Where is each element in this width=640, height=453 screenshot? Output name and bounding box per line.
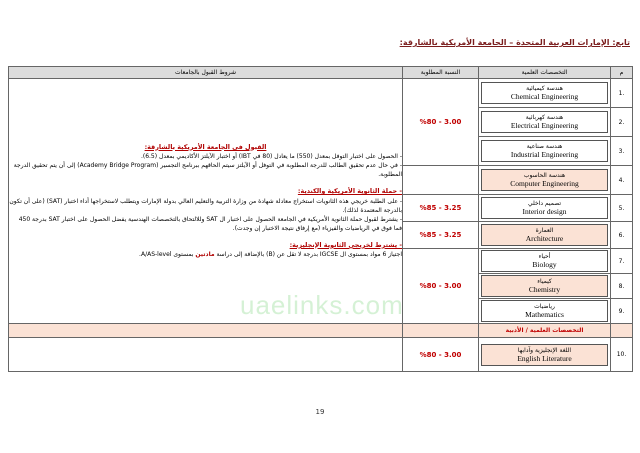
page-number: 19	[315, 408, 325, 416]
header-number: م	[611, 67, 633, 79]
specialization-chemistry: كيمياء Chemistry	[481, 275, 608, 297]
percentage-value: %80 - 3.00	[419, 350, 462, 359]
condition-toefl: - الحصول على اختبار التوفل بمعدل (550) ما يعادل (80 في IBT) أو اختبار الآيلتز الأكاديمي بمعدل (6.5).	[140, 153, 402, 161]
percentage-value: %80 - 3.00	[419, 282, 462, 290]
table-row	[9, 338, 633, 372]
specialization-biology: أحياء Biology	[481, 250, 608, 272]
row-number: .7	[611, 249, 633, 274]
row-number: .1	[611, 79, 633, 108]
table-header-row	[9, 67, 633, 79]
row-number: .8	[611, 274, 633, 299]
percentage-value: %85 - 3.25	[419, 204, 462, 212]
condition-bridge-program: - في حال عدم تحقيق الطالب للدرجة المطلوبة في التوفل أو الآيلتز سيتم الحاقهم ببرنامج التجسير (Academy Bridge Program) إلى أن يتم تحقيق الدرجة المطلوبة.	[13, 162, 402, 179]
percentage-cell-group1	[403, 79, 479, 166]
watermark: uaelinks.com	[240, 290, 404, 320]
row-number: .4	[611, 166, 633, 195]
condition-sat: - يشترط لقبول حملة الثانوية الأمريكية في الجامعة الحصول على اختبار ال SAT وللالتحاق بالتخصصات الهندسية يفضل الحصول على اختبار SAT بدرجة 450 فما فوق في الرياضيات والفيزياء (مع إرفاق نتيجة الاختبار إن وجدت).	[18, 215, 402, 232]
percentage-cell-group2	[403, 195, 479, 222]
percentage-cell-empty	[403, 166, 479, 195]
admission-table	[8, 66, 633, 372]
percentage-cell-group5	[403, 338, 479, 372]
subheader-label: التخصصات العلمية / الأدبية	[479, 324, 611, 338]
row-number: .5	[611, 195, 633, 222]
row-number: .6	[611, 222, 633, 249]
percentage-value: %80 - 3.00	[419, 118, 462, 126]
specialization-english-literature: اللغة الإنجليزية وآدابها English Literature	[481, 344, 608, 366]
row-number: .10	[611, 338, 633, 372]
specialization-computer-engineering: هندسة الحاسوب Computer Engineering	[481, 169, 608, 191]
condition-igcse: اجتياز 6 مواد بمستوى ال IGCSE بدرجة لا تقل عن (B) بالإضافة إلى دراسة مادتين بمستوى A/AS-level.	[139, 251, 402, 259]
subheader-row	[9, 324, 633, 338]
specialization-chemical-engineering: هندسة كيميائية Chemical Engineering	[481, 82, 608, 104]
percentage-value: %85 - 3.25	[419, 231, 462, 239]
specialization-electrical-engineering: هندسة كهربائية Electrical Engineering	[481, 111, 608, 133]
page-title: تابع: الإمارات العربية المتحدة – الجامعة الأمريكية بالشارقة:	[399, 38, 630, 47]
conditions-cell	[9, 79, 403, 324]
specialization-industrial-engineering: هندسة صناعية Industrial Engineering	[481, 140, 608, 162]
specialization-interior-design: تصميم داخلي Interior design	[481, 197, 608, 219]
specialization-architecture: العمارة Architecture	[481, 224, 608, 246]
row-number: .3	[611, 137, 633, 166]
table-row	[9, 79, 633, 108]
header-conditions: شروط القبول بالجامعات	[9, 67, 403, 79]
percentage-cell-group4	[403, 249, 479, 324]
header-specializations: التخصصات العلمية	[479, 67, 611, 79]
header-percentage: النسبة المطلوبة	[403, 67, 479, 79]
conditions-heading-british: - يشترط لخريجي الثانوية الإنجليزية:	[289, 240, 402, 249]
condition-equivalency: - على الطلبة خريجي هذه الثانويات استخراج معادلة شهادة من وزارة التربية والتعليم العالي بدولة الإمارات ويتطلب لاستخراجها أداء اختبار (SAT) (على أن تكون بالدرجة المعتمدة لذلك).	[9, 197, 402, 214]
row-number: .2	[611, 108, 633, 137]
specialization-mathematics: رياضيات Mathematics	[481, 300, 608, 322]
row-number: .9	[611, 299, 633, 324]
conditions-heading-american: - حملة الثانوية الأمريكية والكندية:	[297, 187, 402, 196]
conditions-heading-aus: القبول في الجامعة الأمريكية بالشارقة:	[144, 142, 267, 151]
percentage-cell-group3	[403, 222, 479, 249]
